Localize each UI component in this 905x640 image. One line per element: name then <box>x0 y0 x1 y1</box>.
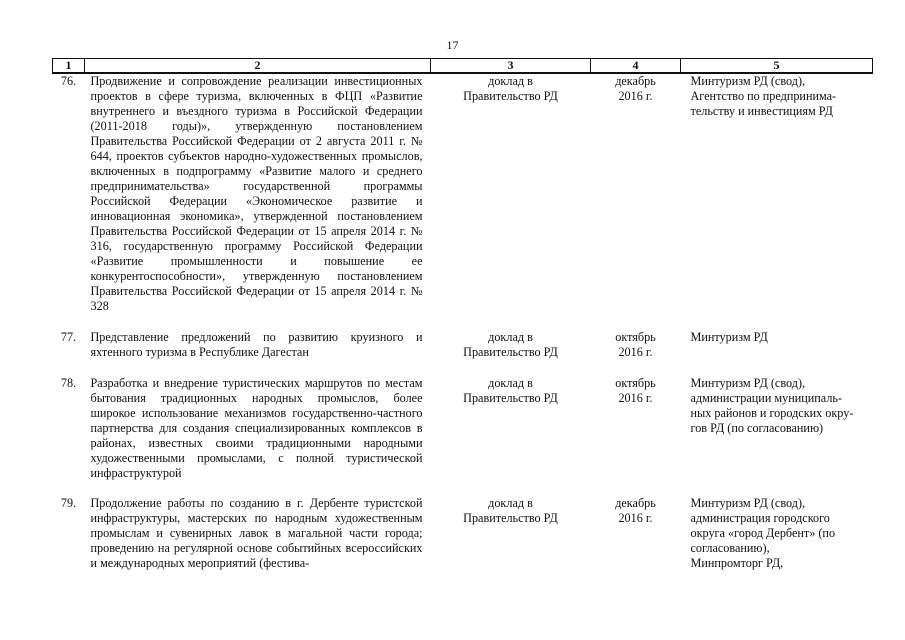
responsible <box>681 330 873 376</box>
deadline-line: октябрь <box>615 376 656 390</box>
item-number: 76. <box>60 74 77 88</box>
item-number: 79. <box>60 496 77 510</box>
item-description: Представление предложений по развитию круизного и яхтенного туризма в Республике Дагестан <box>90 330 423 359</box>
responsible <box>681 73 873 330</box>
responsible-line: ных районов и городских окру- <box>690 406 854 420</box>
deadline-line: 2016 г. <box>618 345 653 359</box>
responsible-line: администрация городского <box>690 511 830 525</box>
responsible-line: Минпромторг РД, <box>690 556 784 570</box>
page-number: 17 <box>446 38 459 52</box>
responsible-line: Минтуризм РД (свод), <box>690 496 806 510</box>
column-header-5: 5 <box>681 59 873 74</box>
deadline <box>591 330 681 376</box>
column-header-4: 4 <box>591 59 681 74</box>
responsible <box>681 496 873 596</box>
table-row <box>53 330 873 376</box>
deadline-line: декабрь <box>615 74 656 88</box>
report-line: Правительство РД <box>463 511 558 525</box>
report-line: Правительство РД <box>463 89 558 103</box>
item-description: Продвижение и сопровождение реализации инвестиционных проектов в сфере туризма, включенных в ФЦП «Развитие внутреннего и въездного туризма в Российской Федерации (2011-2018 годы)», утвержденную постановлением Правительства Российской Федерации от 2 августа 2011 г. № 644, проектов субъектов народно-художественных промыслов, включенных в подпрограмму «Развитие малого и среднего предпринимательства» государственной программы Российской Федерации «Экономическое развитие и инновационная экономика», утвержденной постановлением Правительства Российской Федерации от 15 апреля 2014 г. № 316, государственную программу Российской Федерации «Развитие промышленности и повышение ее конкурентоспособности», утвержденную постановлением Правительства Российской Федерации от 15 апреля 2014 г. № 328 <box>90 74 423 313</box>
report-form <box>431 376 591 496</box>
responsible-line: Минтуризм РД (свод), <box>690 74 806 88</box>
column-header-1: 1 <box>53 59 85 74</box>
responsible-line: Агентство по предпринима- <box>690 89 837 103</box>
responsible-line: гов РД (по согласованию) <box>690 421 824 435</box>
responsible-line: согласованию), <box>690 541 770 555</box>
report-line: доклад в <box>488 330 533 344</box>
table-header-row <box>53 59 873 74</box>
deadline-line: 2016 г. <box>618 391 653 405</box>
responsible-line: Минтуризм РД <box>690 330 768 344</box>
deadline <box>591 496 681 596</box>
report-form <box>431 330 591 376</box>
report-line: Правительство РД <box>463 345 558 359</box>
item-number: 77. <box>60 330 77 344</box>
deadline-line: 2016 г. <box>618 511 653 525</box>
item-number: 78. <box>60 376 77 390</box>
report-line: доклад в <box>488 74 533 88</box>
report-line: доклад в <box>488 496 533 510</box>
column-header-2: 2 <box>85 59 431 74</box>
report-form <box>431 73 591 330</box>
report-form <box>431 496 591 596</box>
action-plan-table <box>52 58 873 596</box>
table-row <box>53 73 873 330</box>
deadline-line: 2016 г. <box>618 89 653 103</box>
report-line: доклад в <box>488 376 533 390</box>
responsible-line: округа «город Дербент» (по <box>690 526 836 540</box>
responsible-line: тельству и инвестициям РД <box>690 104 833 118</box>
column-header-3: 3 <box>431 59 591 74</box>
item-description: Разработка и внедрение туристических маршрутов по местам бытования традиционных народных промыслов, более широкое использование механизмов государственно-частного партнерства для создания специализированных комплексов в районах, известных своими традиционными народными художественными промыслами, с полной туристической инфраструктурой <box>90 376 423 480</box>
responsible-line: администрации муниципаль- <box>690 391 843 405</box>
deadline-line: декабрь <box>615 496 656 510</box>
responsible <box>681 376 873 496</box>
responsible-line: Минтуризм РД (свод), <box>690 376 806 390</box>
table-row <box>53 376 873 496</box>
report-line: Правительство РД <box>463 391 558 405</box>
deadline-line: октябрь <box>615 330 656 344</box>
deadline <box>591 73 681 330</box>
table-row <box>53 496 873 596</box>
item-description: Продолжение работы по созданию в г. Дербенте туристской инфраструктуры, мастерских по народным художественным промыслам и сувенирных лавок в магальной части города; проведению на регулярной основе событийных всероссийских и международных мероприятий (фестива- <box>90 496 423 570</box>
deadline <box>591 376 681 496</box>
